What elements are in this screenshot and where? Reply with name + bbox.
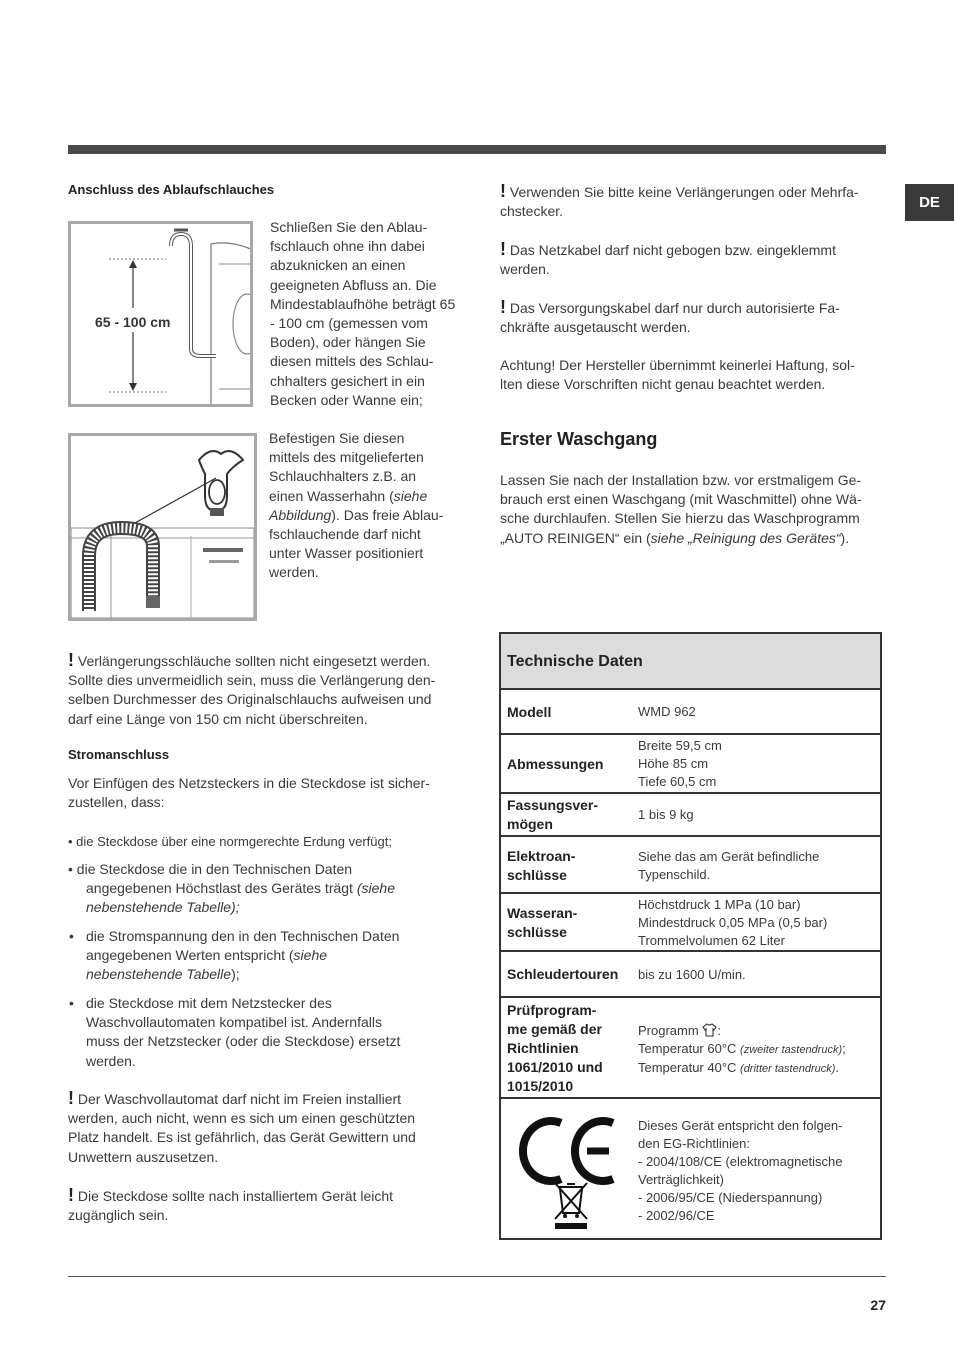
- hose-holder-figure: [68, 433, 257, 621]
- table-title: Technische Daten: [507, 653, 643, 670]
- warning-icon: !: [68, 650, 74, 670]
- warning-icon: !: [68, 1088, 74, 1108]
- warning-cable-replace: ! Das Versorgungskabel darf nur durch autorisierte Fa- chkräfte ausgetauscht werden.: [500, 297, 840, 336]
- table-header: [501, 634, 880, 690]
- drain-text-2: Befestigen Sie diesen mittels des mitgelieferten Schlauchhalters z.B. an einen Wasserhahn (siehe Abbildung). Das freie Ablau- fschlauchende darf nicht unter Wasser positioniert werden.: [269, 430, 444, 581]
- table-row-pruefprogramme: Prüfprogram- me gemäß der Richtlinien 1061/2010 und 1015/2010 Programm : Temperatur 60°C (zweiter tastendruck); Temperatur 40°C (dritter tastendruck).: [501, 998, 880, 1099]
- bullet-max-load: • die Steckdose die in den Technischen Daten angegebenen Höchstlast des Gerätes trägt (siehe nebenstehende Tabelle);: [68, 861, 395, 916]
- warning-icon: !: [500, 181, 506, 201]
- crossed-bin-icon: [555, 1183, 587, 1229]
- hose-on-tap-illustration: [71, 436, 254, 618]
- first-wash-text: Lassen Sie nach der Installation bzw. vor erstmaligem Ge- brauch erst einen Waschgang (mit Waschmittel) ohne Wä- sche durchlaufen. Stellen Sie hierzu das Waschprogramm „AUTO REINIGEN“ ein (siehe „Reinigung des Gerätes“).: [500, 472, 862, 546]
- warning-icon: !: [500, 297, 506, 317]
- warning-cable-bend: ! Das Netzkabel darf nicht gebogen bzw. eingeklemmt werden.: [500, 239, 836, 278]
- bullet-earthing: • die Steckdose über eine normgerechte Erdung verfügt;: [68, 834, 392, 849]
- bottom-rule: [68, 1276, 886, 1277]
- warning-socket-access: ! Die Steckdose sollte nach installiertem Gerät leicht zugänglich sein.: [68, 1185, 394, 1224]
- drain-text-1: Schließen Sie den Ablau- fschlauch ohne ihn dabei abzuknicken an einen geeigneten Abfluss an. Die Mindestablaufhöhe beträgt 65 - 100 cm (gemessen vom Boden), oder hängen Sie diesen mittels des Schlau- chhalters gesichert in ein Becken oder Wanne ein;: [270, 219, 456, 408]
- table-row-wasseranschluesse: Wasseran- schlüsse Höchstdruck 1 MPa (10 bar) Mindestdruck 0,05 MPa (0,5 bar) Trommelvolumen 62 Liter: [501, 894, 880, 952]
- liability-note: Achtung! Der Hersteller übernimmt keinerlei Haftung, sol- lten diese Vorschriften nicht genau beachtet werden.: [500, 357, 855, 393]
- power-intro: Vor Einfügen des Netzsteckers in die Steckdose ist sicher- zustellen, dass:: [68, 775, 430, 811]
- table-row-ce: Dieses Gerät entspricht den folgen- den EG-Richtlinien: - 2004/108/CE (elektromagnetische Verträglichkeit) - 2006/95/CE (Niederspannung) - 2002/96/CE: [501, 1099, 880, 1238]
- table-row-abmessungen: Abmessungen Breite 59,5 cm Höhe 85 cm Tiefe 60,5 cm: [501, 735, 880, 794]
- drain-heading: Anschluss des Ablaufschlauches: [68, 182, 275, 197]
- height-range-label: 65 - 100 cm: [95, 314, 171, 330]
- warning-icon: !: [68, 1185, 74, 1205]
- page-number: 27: [870, 1297, 886, 1313]
- warning-outdoor: ! Der Waschvollautomat darf nicht im Freien installiert werden, auch nicht, wenn es sich um einen geschützten Platz handelt. Es ist gefährlich, das Gerät Gewittern und Unwettern auszusetzen.: [68, 1088, 416, 1165]
- table-row-fassungsvermoegen: Fassungsver- mögen 1 bis 9 kg: [501, 794, 880, 837]
- technical-data-table: [499, 632, 882, 1240]
- bullet-voltage: • die Stromspannung den in den Technischen Daten angegebenen Werten entspricht (siehe nebenstehende Tabelle);: [69, 928, 400, 983]
- warning-icon: !: [500, 239, 506, 259]
- table-row-schleudertouren: Schleudertouren bis zu 1600 U/min.: [501, 952, 880, 998]
- ce-weee-marks: [513, 1105, 623, 1235]
- table-row-elektroanschluesse: Elektroan- schlüsse Siehe das am Gerät befindliche Typenschild.: [501, 837, 880, 894]
- drain-height-figure: [68, 221, 253, 407]
- warning-extension-hose: ! Verlängerungsschläuche sollten nicht eingesetzt werden. Sollte dies unvermeidlich sein, muss die Verlängerung den- selben Durchmesser des Originalschlauchs aufweisen und darf eine Länge von 150 cm nicht überschreiten.: [68, 650, 436, 727]
- power-heading: Stromanschluss: [68, 747, 170, 762]
- first-wash-heading: Erster Waschgang: [500, 429, 658, 449]
- warning-no-extensions: ! Verwenden Sie bitte keine Verlängerungen oder Mehrfa- chstecker.: [500, 181, 859, 220]
- bullet-plug-compatible: • die Steckdose mit dem Netzstecker des Waschvollautomaten kompatibel ist. Andernfalls muss der Netzstecker (oder die Steckdose) ersetzt werden.: [69, 995, 401, 1069]
- top-rule: [68, 145, 886, 154]
- table-row-modell: Modell WMD 962: [501, 690, 880, 735]
- language-tab: DE: [905, 184, 954, 221]
- cotton-tshirt-icon: [702, 1023, 717, 1037]
